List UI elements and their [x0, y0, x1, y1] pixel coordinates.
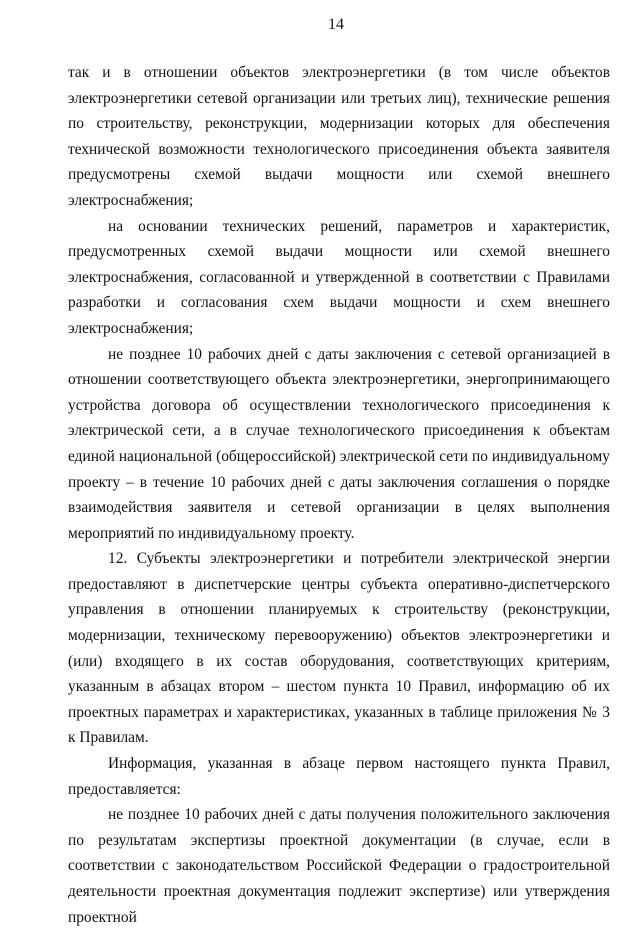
document-body — [68, 60, 610, 930]
paragraph-technical-solutions: на основании технических решений, параметров и характеристик, предусмотренных схемой выдачи мощности или схемой внешнего электроснабжения, согласованной и утвержденной в соответствии с Правилами разработки и согласования схем выдачи мощности и схем внешнего электроснабжения; — [68, 217, 610, 337]
page-number: 14 — [328, 16, 344, 33]
paragraph-clause-12: 12. Субъекты электроэнергетики и потребители электрической энергии предоставляют в диспетчерские центры субъекта оперативно-диспетчерского управления в отношении планируемых к строительству (реконструкции, модернизации, техническому перевооружению) объектов электроэнергетики и (или) входящего в их состав оборудования, соответствующих критериям, указанным в абзацах втором – шестом пункта 10 Правил, информацию об их проектных параметрах и характеристиках, указанных в таблице приложения № 3 к Правилам. — [68, 550, 610, 747]
paragraph-deadline-contract: не позднее 10 рабочих дней с даты заключения с сетевой организацией в отношении соответствующего объекта электроэнергетики, энергопринимающего устройства договора об осуществлении технологического присоединения к электрической сети, а в случае технологического присоединения к объектам единой национальной (общероссийской) электрической сети по индивидуальному проекту – в течение 10 рабочих дней с даты заключения соглашения о порядке взаимодействия заявителя и сетевой организации в целях выполнения мероприятий по индивидуальному проекту. — [68, 345, 610, 542]
paragraph-information-provided: Информация, указанная в абзаце первом настоящего пункта Правил, предоставляется: — [68, 755, 610, 798]
paragraph-deadline-expertise: не позднее 10 рабочих дней с даты получения положительного заключения по результатам экспертизы проектной документации (в случае, если в соответствии с законодательством Российской Федерации о градостроительной деятельности проектная документация подлежит экспертизе) или утверждения проектной — [68, 806, 610, 926]
paragraph-continuation: так и в отношении объектов электроэнергетики (в том числе объектов электроэнергетики сетевой организации или третьих лиц), технические решения по строительству, реконструкции, модернизации которых для обеспечения технической возможности технологического присоединения объекта заявителя предусмотрены схемой выдачи мощности или схемой внешнего электроснабжения; — [68, 64, 610, 209]
